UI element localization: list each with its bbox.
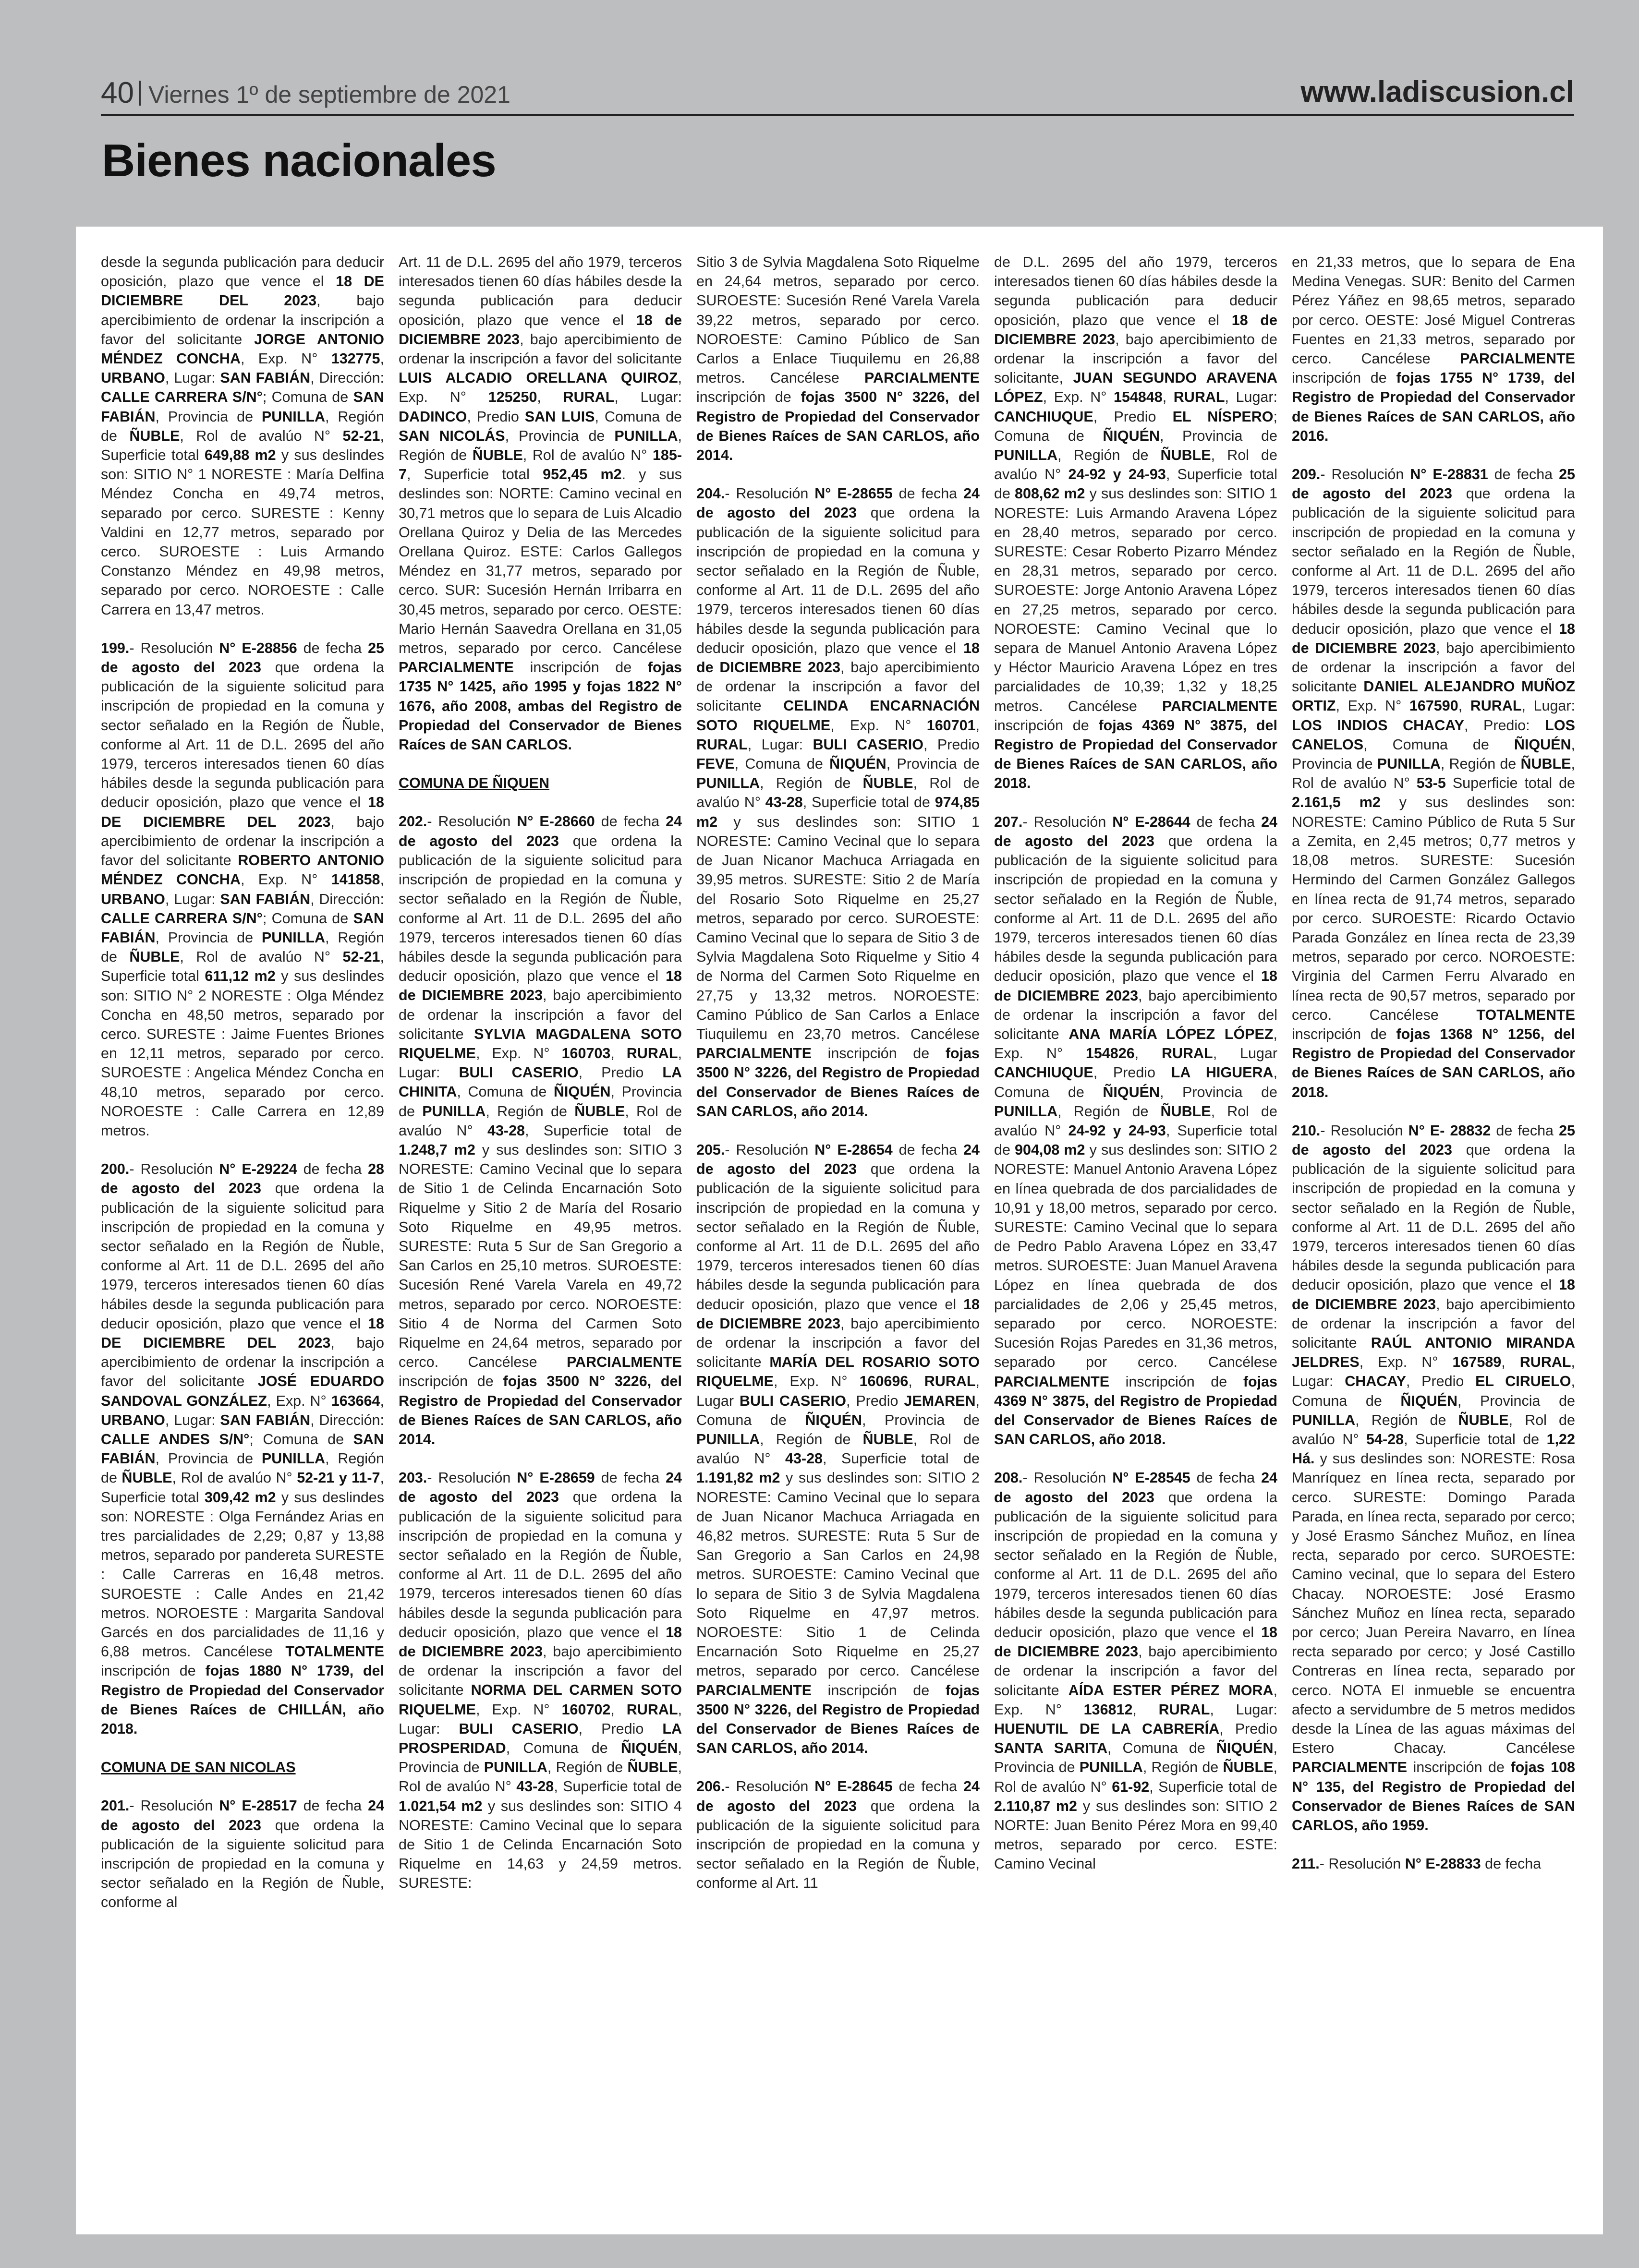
notice-paragraph: 207.- Resolución N° E-28644 de fecha 24 de agosto del 2023 que ordena la publicación de la siguiente solicitud para inscripción de propiedad en la comuna y sector señalado en la Región de Ñuble, conforme al Art. 11 de D.L. 2695 del año 1979, terceros interesados tienen 60 días hábiles desde la segunda publicación para deducir oposición, plazo que vence el 18 de DICIEMBRE 2023, bajo apercibimiento de ordenar la inscripción a favor del solicitante ANA MARÍA LÓPEZ LÓPEZ, Exp. N° 154826, RURAL, Lugar CANCHIUQUE, Predio LA HIGUERA, Comuna de ÑIQUÉN, Provincia de PUNILLA, Región de ÑUBLE, Rol de avalúo N° 24-92 y 24-93, Superficie total de 904,08 m2 y sus deslindes son: SITIO 2 NORESTE: Manuel Antonio Aravena López en línea quebrada de dos parcialidades de 10,91 y 18,00 metros, separado por cerco. SURESTE: Camino Vecinal que lo separa de Pedro Pablo Aravena López en 33,47 metros. SUROESTE: Juan Manuel Aravena López en línea quebrada de dos parcialidades de 2,06 y 25,45 metros, separado por cerco. NOROESTE: Sucesión Rojas Paredes en 31,36 metros, separado por cerco. Cancélese PARCIALMENTE inscripción de fojas 4369 N° 3875, del Registro de Propiedad del Conservador de Bienes Raíces de SAN CARLOS, año 2018.: [994, 813, 1277, 1448]
notice-paragraph: de D.L. 2695 del año 1979, terceros interesados tienen 60 días hábiles desde la segunda publicación para deducir oposición, plazo que vence el 18 de DICIEMBRE 2023, bajo apercibimiento de ordenar la inscripción a favor del solicitante, JUAN SEGUNDO ARAVENA LÓPEZ, Exp. N° 154848, RURAL, Lugar: CANCHIUQUE, Predio EL NÍSPERO; Comuna de ÑIQUÉN, Provincia de PUNILLA, Región de ÑUBLE, Rol de avalúo N° 24-92 y 24-93, Superficie total de 808,62 m2 y sus deslindes son: SITIO 1 NORESTE: Luis Armando Aravena López en 28,40 metros, separado por cerco. SURESTE: Cesar Roberto Pizarro Méndez en 28,31 metros, separado por cerco. SUROESTE: Jorge Antonio Aravena López en 27,25 metros, separado por cerco. NOROESTE: Camino Vecinal que lo separa de Manuel Antonio Aravena López y Héctor Mauricio Aravena López en tres parcialidades de 10,39; 1,32 y 18,25 metros. Cancélese PARCIALMENTE inscripción de fojas 4369 N° 3875, del Registro de Propiedad del Conservador de Bienes Raíces de SAN CARLOS, año 2018.: [994, 254, 1277, 792]
notice-paragraph: en 21,33 metros, que lo separa de Ena Medina Venegas. SUR: Benito del Carmen Pérez Yáñez en 98,65 metros, separado por cerco. OESTE: José Miguel Contreras Fuentes en 21,33 metros, separado por cerco. Cancélese PARCIALMENTE inscripción de fojas 1755 N° 1739, del Registro de Propiedad del Conservador de Bienes Raíces de SAN CARLOS, año 2016.: [1292, 254, 1575, 444]
notice-paragraph: 204.- Resolución N° E-28655 de fecha 24 de agosto del 2023 que ordena la publicación de la siguiente solicitud para inscripción de propiedad en la comuna y sector señalado en la Región de Ñuble, conforme al Art. 11 de D.L. 2695 del año 1979, terceros interesados tienen 60 días hábiles desde la segunda publicación para deducir oposición, plazo que vence el 18 de DICIEMBRE 2023, bajo apercibimiento de ordenar la inscripción a favor del solicitante CELINDA ENCARNACIÓN SOTO RIQUELME, Exp. N° 160701, RURAL, Lugar: BULI CASERIO, Predio FEVE, Comuna de ÑIQUÉN, Provincia de PUNILLA, Región de ÑUBLE, Rol de avalúo N° 43-28, Superficie total de 974,85 m2 y sus deslindes son: SITIO 1 NORESTE: Camino Vecinal que lo separa de Juan Nicanor Machuca Arriagada en 39,95 metros. SURESTE: Sitio 2 de María del Rosario Soto Riquelme en 25,27 metros, separado por cerco. SUROESTE: Camino Vecinal que lo separa de Sitio 3 de Sylvia Magdalena Soto Riquelme y Sitio 4 de Norma del Carmen Soto Riquelme en 27,75 y 13,32 metros. NOROESTE: Camino Público de San Carlos a Enlace Tiuquilemu en 23,70 metros. Cancélese PARCIALMENTE inscripción de fojas 3500 N° 3226, del Registro de Propiedad del Conservador de Bienes Raíces de SAN CARLOS, año 2014.: [696, 485, 980, 1120]
notice-paragraph: 211.- Resolución N° E-28833 de fecha: [1292, 1856, 1542, 1872]
commune-subheading: COMUNA DE ÑIQUEN: [399, 775, 550, 792]
text-column-5: [1292, 253, 1575, 2226]
notice-paragraph: 208.- Resolución N° E-28545 de fecha 24 de agosto del 2023 que ordena la publicación de la siguiente solicitud para inscripción de propiedad en la comuna y sector señalado en la Región de Ñuble, conforme al Art. 11 de D.L. 2695 del año 1979, terceros interesados tienen 60 días hábiles desde la segunda publicación para deducir oposición, plazo que vence el 18 de DICIEMBRE 2023, bajo apercibimiento de ordenar la inscripción a favor del solicitante AÍDA ESTER PÉREZ MORA, Exp. N° 136812, RURAL, Lugar: HUENUTIL DE LA CABRERÍA, Predio SANTA SARITA, Comuna de ÑIQUÉN, Provincia de PUNILLA, Región de ÑUBLE, Rol de avalúo N° 61-92, Superficie total de 2.110,87 m2 y sus deslindes son: SITIO 2 NORTE: Juan Benito Pérez Mora en 99,40 metros, separado por cerco. ESTE: Camino Vecinal: [994, 1470, 1277, 1872]
notice-paragraph: 201.- Resolución N° E-28517 de fecha 24 de agosto del 2023 que ordena la publicación de la siguiente solicitud para inscripción de propiedad en la comuna y sector señalado en la Región de Ñuble, conforme al: [101, 1798, 384, 1911]
notice-paragraph: 205.- Resolución N° E-28654 de fecha 24 de agosto del 2023 que ordena la publicación de la siguiente solicitud para inscripción de propiedad en la comuna y sector señalado en la Región de Ñuble, conforme al Art. 11 de D.L. 2695 del año 1979, terceros interesados tienen 60 días hábiles desde la segunda publicación para deducir oposición, plazo que vence el 18 de DICIEMBRE 2023, bajo apercibimiento de ordenar la inscripción a favor del solicitante MARÍA DEL ROSARIO SOTO RIQUELME, Exp. N° 160696, RURAL, Lugar BULI CASERIO, Predio JEMAREN, Comuna de ÑIQUÉN, Provincia de PUNILLA, Región de ÑUBLE, Rol de avalúo N° 43-28, Superficie total de 1.191,82 m2 y sus deslindes son: SITIO 2 NORESTE: Camino Vecinal que lo separa de Juan Nicanor Machuca Arriagada en 46,82 metros. SURESTE: Ruta 5 Sur de San Gregorio a San Carlos en 24,98 metros. SUROESTE: Camino Vecinal que lo separa de Sitio 3 de Sylvia Magdalena Soto Riquelme en 47,97 metros. NOROESTE: Sitio 1 de Celinda Encarnación Soto Riquelme en 25,27 metros, separado por cerco. Cancélese PARCIALMENTE inscripción de fojas 3500 N° 3226, del Registro de Propiedad del Conservador de Bienes Raíces de SAN CARLOS, año 2014.: [696, 1141, 980, 1757]
commune-subheading: COMUNA DE SAN NICOLAS: [101, 1759, 296, 1776]
notice-paragraph: 210.- Resolución N° E- 28832 de fecha 25 de agosto del 2023 que ordena la publicación de la siguiente solicitud para inscripción de propiedad en la comuna y sector señalado en la Región de Ñuble, conforme al Art. 11 de D.L. 2695 del año 1979, terceros interesados tienen 60 días hábiles desde la segunda publicación para deducir oposición, plazo que vence el 18 de DICIEMBRE 2023, bajo apercibimiento de ordenar la inscripción a favor del solicitante RAÚL ANTONIO MIRANDA JELDRES, Exp. N° 167589, RURAL, Lugar: CHACAY, Predio EL CIRUELO, Comuna de ÑIQUÉN, Provincia de PUNILLA, Región de ÑUBLE, Rol de avalúo N° 54-28, Superficie total de 1,22 Há. y sus deslindes son: NORESTE: Rosa Manríquez en línea recta, separado por cerco. SURESTE: Domingo Parada Parada, en línea recta, separado por cerco; y José Erasmo Sánchez Muñoz, en línea recta, separado por cerco. SUROESTE: Camino vecinal, que lo separa del Estero Chacay. NOROESTE: José Erasmo Sánchez Muñoz en línea recta, separado por cerco; Juan Pereira Navarro, en línea recta separado por cerco; y José Castillo Contreras en línea recta, separado por cerco. NOTA El inmueble se encuentra afecto a servidumbre de 5 metros medidos desde la Línea de las aguas máximas del Estero Chacay. Cancélese PARCIALMENTE inscripción de fojas 108 N° 135, del Registro de Propiedad del Conservador de Bienes Raíces de SAN CARLOS, año 1959.: [1292, 1122, 1575, 1834]
folio-divider: [139, 81, 141, 106]
section-title: Bienes nacionales: [102, 135, 496, 186]
text-column-1: [101, 253, 384, 2226]
notice-paragraph: desde la segunda publicación para deducir oposición, plazo que vence el 18 DE DICIEMBRE DEL 2023, bajo apercibimiento de ordenar la inscripción a favor del solicitante JORGE ANTONIO MÉNDEZ CONCHA, Exp. N° 132775, URBANO, Lugar: SAN FABIÁN, Dirección: CALLE CARRERA S/N°; Comuna de SAN FABIÁN, Provincia de PUNILLA, Región de ÑUBLE, Rol de avalúo N° 52-21, Superficie total 649,88 m2 y sus deslindes son: SITIO N° 1 NORESTE : María Delfina Méndez Concha en 49,74 metros, separado por cerco. SURESTE : Kenny Valdini en 12,77 metros, separado por cerco. SUROESTE : Luis Armando Constanzo Méndez en 49,98 metros, separado por cerco. NOROESTE : Calle Carrera en 13,47 metros.: [101, 254, 384, 618]
issue-date: Viernes 1º de septiembre de 2021: [148, 81, 510, 108]
notice-paragraph: Art. 11 de D.L. 2695 del año 1979, terceros interesados tienen 60 días hábiles desde la segunda publicación para deducir oposición, plazo que vence el 18 de DICIEMBRE 2023, bajo apercibimiento de ordenar la inscripción a favor del solicitante LUIS ALCADIO ORELLANA QUIROZ, Exp. N° 125250, RURAL, Lugar: DADINCO, Predio SAN LUIS, Comuna de SAN NICOLÁS, Provincia de PUNILLA, Región de ÑUBLE, Rol de avalúo N° 185-7, Superficie total 952,45 m2. y sus deslindes son: NORTE: Camino vecinal en 30,71 metros que lo separa de Luis Alcadio Orellana Quiroz y Delia de las Mercedes Orellana Quiroz. ESTE: Carlos Gallegos Méndez en 31,77 metros, separado por cerco. SUR: Sucesión Hernán Irribarra en 30,45 metros, separado por cerco. OESTE: Mario Hernán Saavedra Orellana en 31,05 metros, separado por cerco. Cancélese PARCIALMENTE inscripción de fojas 1735 N° 1425, año 1995 y fojas 1822 N° 1676, año 2008, ambas del Registro de Propiedad del Conservador de Bienes Raíces de SAN CARLOS.: [399, 254, 682, 753]
page-header: [101, 72, 1574, 116]
page-folio: [101, 76, 510, 110]
notice-paragraph: 203.- Resolución N° E-28659 de fecha 24 de agosto del 2023 que ordena la publicación de la siguiente solicitud para inscripción de propiedad en la comuna y sector señalado en la Región de Ñuble, conforme al Art. 11 de D.L. 2695 del año 1979, terceros interesados tienen 60 días hábiles desde la segunda publicación para deducir oposición, plazo que vence el 18 de DICIEMBRE 2023, bajo apercibimiento de ordenar la inscripción a favor del solicitante NORMA DEL CARMEN SOTO RIQUELME, Exp. N° 160702, RURAL, Lugar: BULI CASERIO, Predio LA PROSPERIDAD, Comuna de ÑIQUÉN, Provincia de PUNILLA, Región de ÑUBLE, Rol de avalúo N° 43-28, Superficie total de 1.021,54 m2 y sus deslindes son: SITIO 4 NORESTE: Camino Vecinal que lo separa de Sitio 1 de Celinda Encarnación Soto Riquelme en 14,63 y 24,59 metros. SURESTE:: [399, 1470, 682, 1892]
text-column-4: [994, 253, 1277, 2226]
notice-paragraph: 209.- Resolución N° E-28831 de fecha 25 de agosto del 2023 que ordena la publicación de la siguiente solicitud para inscripción de propiedad en la comuna y sector señalado en la Región de Ñuble, conforme al Art. 11 de D.L. 2695 del año 1979, terceros interesados tienen 60 días hábiles desde la segunda publicación para deducir oposición, plazo que vence el 18 de DICIEMBRE 2023, bajo apercibimiento de ordenar la inscripción a favor del solicitante DANIEL ALEJANDRO MUÑOZ ORTIZ, Exp. N° 167590, RURAL, Lugar: LOS INDIOS CHACAY, Predio: LOS CANELOS, Comuna de ÑIQUÉN, Provincia de PUNILLA, Región de ÑUBLE, Rol de avalúo N° 53-5 Superficie total de 2.161,5 m2 y sus deslindes son: NORESTE: Camino Público de Ruta 5 Sur a Zemita, en 2,45 metros; 0,77 metros y 18,08 metros. SURESTE: Sucesión Hermindo del Carmen González Gallegos en línea recta de 91,74 metros, separado por cerco. SUROESTE: Ricardo Octavio Parada González en línea recta de 23,39 metros, separado por cerco. NOROESTE: Virginia del Carmen Ferru Alvarado en línea recta de 90,57 metros, separado por cerco. Cancélese TOTALMENTE inscripción de fojas 1368 N° 1256, del Registro de Propiedad del Conservador de Bienes Raíces de SAN CARLOS, año 2018.: [1292, 466, 1575, 1100]
page-number: 40: [101, 76, 134, 109]
notice-paragraph: Sitio 3 de Sylvia Magdalena Soto Riquelme en 24,64 metros, separado por cerco. SUROESTE: Sucesión René Varela Varela 39,22 metros, separado por cerco. NOROESTE: Camino Público de San Carlos a Enlace Tiuquilemu en 26,88 metros. Cancélese PARCIALMENTE inscripción de fojas 3500 N° 3226, del Registro de Propiedad del Conservador de Bienes Raíces de SAN CARLOS, año 2014.: [696, 254, 980, 464]
notice-paragraph: 200.- Resolución N° E-29224 de fecha 28 de agosto del 2023 que ordena la publicación de la siguiente solicitud para inscripción de propiedad en la comuna y sector señalado en la Región de Ñuble, conforme al Art. 11 de D.L. 2695 del año 1979, terceros interesados tienen 60 días hábiles desde la segunda publicación para deducir oposición, plazo que vence el 18 DE DICIEMBRE DEL 2023, bajo apercibimiento de ordenar la inscripción a favor del solicitante JOSÉ EDUARDO SANDOVAL GONZÁLEZ, Exp. N° 163664, URBANO, Lugar: SAN FABIÁN, Dirección: CALLE ANDES S/N°; Comuna de SAN FABIÁN, Provincia de PUNILLA, Región de ÑUBLE, Rol de avalúo N° 52-21 y 11-7, Superficie total 309,42 m2 y sus deslindes son: NORESTE : Olga Fernández Arias en tres parcialidades de 2,29; 0,87 y 13,88 metros, separado por pandereta SURESTE : Calle Carreras en 16,48 metros. SUROESTE : Calle Andes en 21,42 metros. NOROESTE : Margarita Sandoval Garcés en dos parcialidades de 11,16 y 6,88 metros. Cancélese TOTALMENTE inscripción de fojas 1880 N° 1739, del Registro de Propiedad del Conservador de Bienes Raíces de CHILLÁN, año 2018.: [101, 1161, 384, 1737]
text-column-3: [696, 253, 980, 2226]
notice-paragraph: 199.- Resolución N° E-28856 de fecha 25 de agosto del 2023 que ordena la publicación de la siguiente solicitud para inscripción de propiedad en la comuna y sector señalado en la Región de Ñuble, conforme al Art. 11 de D.L. 2695 del año 1979, terceros interesados tienen 60 días hábiles desde la segunda publicación para deducir oposición, plazo que vence el 18 DE DICIEMBRE DEL 2023, bajo apercibimiento de ordenar la inscripción a favor del solicitante ROBERTO ANTONIO MÉNDEZ CONCHA, Exp. N° 141858, URBANO, Lugar: SAN FABIÁN, Dirección: CALLE CARRERA S/N°; Comuna de SAN FABIÁN, Provincia de PUNILLA, Región de ÑUBLE, Rol de avalúo N° 52-21, Superficie total 611,12 m2 y sus deslindes son: SITIO N° 2 NORESTE : Olga Méndez Concha en 48,50 metros, separado por cerco. SURESTE : Jaime Fuentes Briones en 12,11 metros, separado por cerco. SUROESTE : Angelica Méndez Concha en 48,10 metros, separado por cerco. NOROESTE : Calle Carrera en 12,89 metros.: [101, 639, 384, 1139]
notice-paragraph: 202.- Resolución N° E-28660 de fecha 24 de agosto del 2023 que ordena la publicación de la siguiente solicitud para inscripción de propiedad en la comuna y sector señalado en la Región de Ñuble, conforme al Art. 11 de D.L. 2695 del año 1979, terceros interesados tienen 60 días hábiles desde la segunda publicación para deducir oposición, plazo que vence el 18 de DICIEMBRE 2023, bajo apercibimiento de ordenar la inscripción a favor del solicitante SYLVIA MAGDALENA SOTO RIQUELME, Exp. N° 160703, RURAL, Lugar: BULI CASERIO, Predio LA CHINITA, Comuna de ÑIQUÉN, Provincia de PUNILLA, Región de ÑUBLE, Rol de avalúo N° 43-28, Superficie total de 1.248,7 m2 y sus deslindes son: SITIO 3 NORESTE: Camino Vecinal que lo separa de Sitio 1 de Celinda Encarnación Soto Riquelme y Sitio 2 de María del Rosario Soto Riquelme en 49,95 metros. SURESTE: Ruta 5 Sur de San Gregorio a San Carlos en 25,10 metros. SUROESTE: Sucesión René Varela Varela en 49,72 metros, separado por cerco. NOROESTE: Sitio 4 de Norma del Carmen Soto Riquelme en 24,64 metros, separado por cerco. Cancélese PARCIALMENTE inscripción de fojas 3500 N° 3226, del Registro de Propiedad del Conservador de Bienes Raíces de SAN CARLOS, año 2014.: [399, 813, 682, 1448]
notices-panel: [76, 227, 1603, 2234]
text-column-2: [399, 253, 682, 2226]
website-link[interactable]: www.ladiscusion.cl: [1300, 75, 1574, 109]
notice-paragraph: 206.- Resolución N° E-28645 de fecha 24 de agosto del 2023 que ordena la publicación de la siguiente solicitud para inscripción de propiedad en la comuna y sector señalado en la Región de Ñuble, conforme al Art. 11: [696, 1778, 980, 1892]
